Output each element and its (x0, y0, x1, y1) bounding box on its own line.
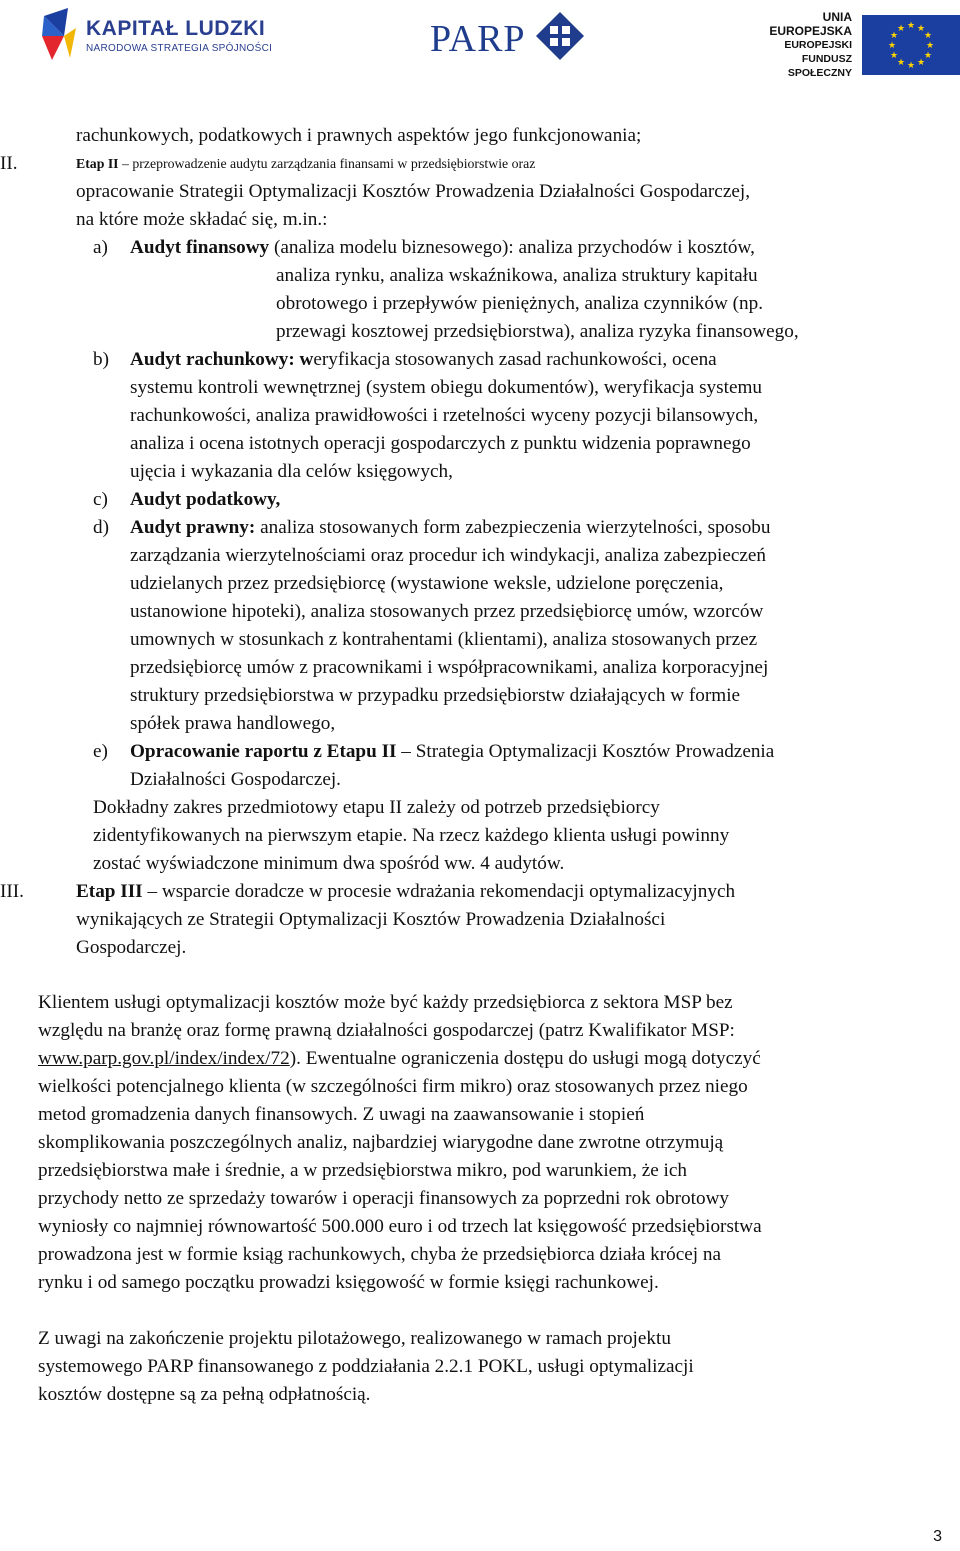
list-marker-b: b) (93, 349, 109, 370)
etap-ii-text: – przeprowadzenie audytu zarządzania finansami w przedsiębiorstwie oraz (118, 156, 536, 171)
text-line: kosztów dostępne są za pełną odpłatnością. (38, 1384, 371, 1405)
kl-title: KAPITAŁ LUDZKI (86, 16, 266, 40)
item-a-line (130, 236, 755, 260)
text-line: przewagi kosztowej przedsiębiorstwa), analiza ryzyka finansowego, (276, 321, 799, 342)
svg-text:★: ★ (925, 41, 935, 51)
item-d-text: analiza stosowanych form zabezpieczenia wierzytelności, sposobu (255, 517, 771, 538)
kapital-ludzki-star-icon (38, 6, 78, 64)
item-a-text: (analiza modelu biznesowego): analiza przychodów i kosztów, (269, 237, 755, 258)
item-e-line (130, 740, 774, 764)
text-line: umownych w stosunkach z kontrahentami (klientami), analiza stosowanych przez (130, 629, 758, 650)
text-line: ujęcia i wykazania dla celów księgowych, (130, 461, 453, 482)
page-number: 3 (933, 1528, 942, 1545)
text-line: spółek prawa handlowego, (130, 713, 336, 734)
text-line: metod gromadzenia danych finansowych. Z uwagi na zaawansowanie i stopień (38, 1104, 645, 1125)
text-line: na które może składać się, m.in.: (76, 209, 328, 230)
svg-text:★: ★ (906, 61, 916, 71)
svg-text:★: ★ (889, 51, 899, 61)
svg-text:★: ★ (896, 58, 906, 68)
text-line: wielkości potencjalnego klienta (w szczególności firm mikro) oraz stosowanych przez niego (38, 1076, 748, 1097)
text-line: wynikających ze Strategii Optymalizacji Kosztów Prowadzenia Działalności (76, 909, 666, 930)
list-marker-e: e) (93, 741, 108, 762)
text-line: względu na branżę oraz formę prawną działalności gospodarczej (patrz Kwalifikator MSP: (38, 1020, 735, 1041)
text-line: zostać wyświadczone minimum dwa spośród ww. 4 audytów. (93, 853, 565, 874)
item-a-title: Audyt finansowy (130, 237, 270, 258)
text-line: Gospodarczej. (76, 937, 187, 958)
svg-text:★: ★ (923, 31, 933, 41)
item-c-line (130, 488, 280, 512)
etap-iii-line (76, 880, 735, 904)
parp-logo (430, 12, 584, 65)
text-line: systemowego PARP finansowanego z poddziałania 2.2.1 POKL, usługi optymalizacji (38, 1356, 694, 1377)
item-b-title: Audyt rachunkowy: w (130, 349, 314, 370)
ue-logo (750, 10, 960, 80)
text-line: przedsiębiorstwa małe i średnie, a w przedsiębiorstwa mikro, pod warunkiem, że ich (38, 1160, 687, 1181)
text-line: przychody netto ze sprzedaży towarów i operacji finansowych za poprzedni rok obrotowy (38, 1188, 730, 1209)
item-e-text: – Strategia Optymalizacji Kosztów Prowadzenia (396, 741, 775, 762)
list-marker-c: c) (93, 489, 108, 510)
ue-line3: FUNDUSZ SPOŁECZNY (787, 53, 852, 79)
svg-text:★: ★ (906, 21, 916, 31)
text-line: analiza rynku, analiza wskaźnikowa, analiza struktury kapitału (276, 265, 758, 286)
svg-text:★: ★ (916, 58, 926, 68)
item-c-title: Audyt podatkowy, (130, 489, 281, 510)
text-line: obrotowego i przepływów pieniężnych, analiza czynników (np. (276, 293, 763, 314)
kwalifikator-msp-link[interactable]: www.parp.gov.pl/index/index/72 (38, 1048, 290, 1069)
text-line: wyniosły co najmniej równowartość 500.000 euro i od trzech lat księgowość przedsiębiorstwa (38, 1216, 762, 1237)
ue-line2: EUROPEJSKI (784, 39, 852, 51)
text-line: rynku i od samego początku prowadzi księgowość w formie księgi rachunkowej. (38, 1272, 659, 1293)
item-d-line (130, 516, 770, 540)
text-line: prowadzona jest w formie ksiąg rachunkowych, chyba że przedsiębiorca działa krócej na (38, 1244, 721, 1265)
text-line: rachunkowości, analiza prawidłowości i rzetelności wyceny pozycji bilansowych, (130, 405, 759, 426)
text-line: skomplikowania poszczególnych analiz, najbardziej wiarygodne dane zwrotne otrzymują (38, 1132, 724, 1153)
etap-iii-text: – wsparcie doradcze w procesie wdrażania rekomendacji optymalizacyjnych (142, 881, 736, 902)
roman-numeral-iii: III. (0, 881, 24, 902)
kl-subtitle: NARODOWA STRATEGIA SPÓJNOŚCI (86, 42, 273, 54)
item-b-text: eryfikacja stosowanych zasad rachunkowości, ocena (313, 349, 717, 370)
item-d-title: Audyt prawny: (130, 517, 256, 538)
svg-text:★: ★ (916, 24, 926, 34)
text-line: systemu kontroli wewnętrznej (system obiegu dokumentów), weryfikacja systemu (130, 377, 762, 398)
ue-line1: UNIA EUROPEJSKA (769, 10, 852, 38)
text-line: zarządzania wierzytelnościami oraz procedur ich windykacji, analiza zabezpieczeń (130, 545, 767, 566)
text-line: zidentyfikowanych na pierwszym etapie. Na rzecz każdego klienta usługi powinny (93, 825, 730, 846)
svg-text:★: ★ (923, 51, 933, 61)
item-b-line (130, 348, 717, 372)
kapital-ludzki-logo (38, 6, 272, 64)
item-e-title: Opracowanie raportu z Etapu II (130, 741, 397, 762)
text-line: Dokładny zakres przedmiotowy etapu II zależy od potrzeb przedsiębiorcy (93, 797, 660, 818)
eu-flag-icon (862, 15, 960, 75)
parp-wordmark: PARP (430, 17, 526, 60)
text-line-with-link (38, 1047, 761, 1071)
etap-ii-line (76, 152, 956, 176)
text-line: Klientem usługi optymalizacji kosztów może być każdy przedsiębiorca z sektora MSP bez (38, 992, 733, 1013)
list-marker-a: a) (93, 237, 108, 258)
text-after-link: ). Ewentualne ograniczenia dostępu do usługi mogą dotyczyć (289, 1048, 761, 1069)
text-line: opracowanie Strategii Optymalizacji Kosztów Prowadzenia Działalności Gospodarczej, (76, 181, 750, 202)
page-header (0, 0, 960, 80)
etap-iii-label: Etap III (76, 881, 143, 902)
text-line: udzielanych przez przedsiębiorcę (wystawione weksle, udzielone poręczenia, (130, 573, 724, 594)
svg-text:★: ★ (889, 31, 899, 41)
text-line: analiza i ocena istotnych operacji gospodarczych z punktu widzenia poprawnego (130, 433, 751, 454)
roman-numeral-ii: II. (0, 153, 18, 174)
list-marker-d: d) (93, 517, 109, 538)
text-line: Z uwagi na zakończenie projektu pilotażowego, realizowanego w ramach projektu (38, 1328, 671, 1349)
text-line: rachunkowych, podatkowych i prawnych aspektów jego funkcjonowania; (76, 125, 642, 146)
text-line: ustanowione hipoteki), analiza stosowanych przez przedsiębiorcę umów, wzorców (130, 601, 764, 622)
etap-ii-label: Etap II (76, 156, 119, 171)
svg-text:★: ★ (896, 24, 906, 34)
text-line: przedsiębiorcę umów z pracownikami i współpracownikami, analiza korporacyjnej (130, 657, 769, 678)
text-line: Działalności Gospodarczej. (130, 769, 341, 790)
text-line: struktury przedsiębiorstwa w przypadku przedsiębiorstw działających w formie (130, 685, 741, 706)
svg-text:★: ★ (887, 41, 897, 51)
parp-diamond-icon (536, 12, 584, 65)
